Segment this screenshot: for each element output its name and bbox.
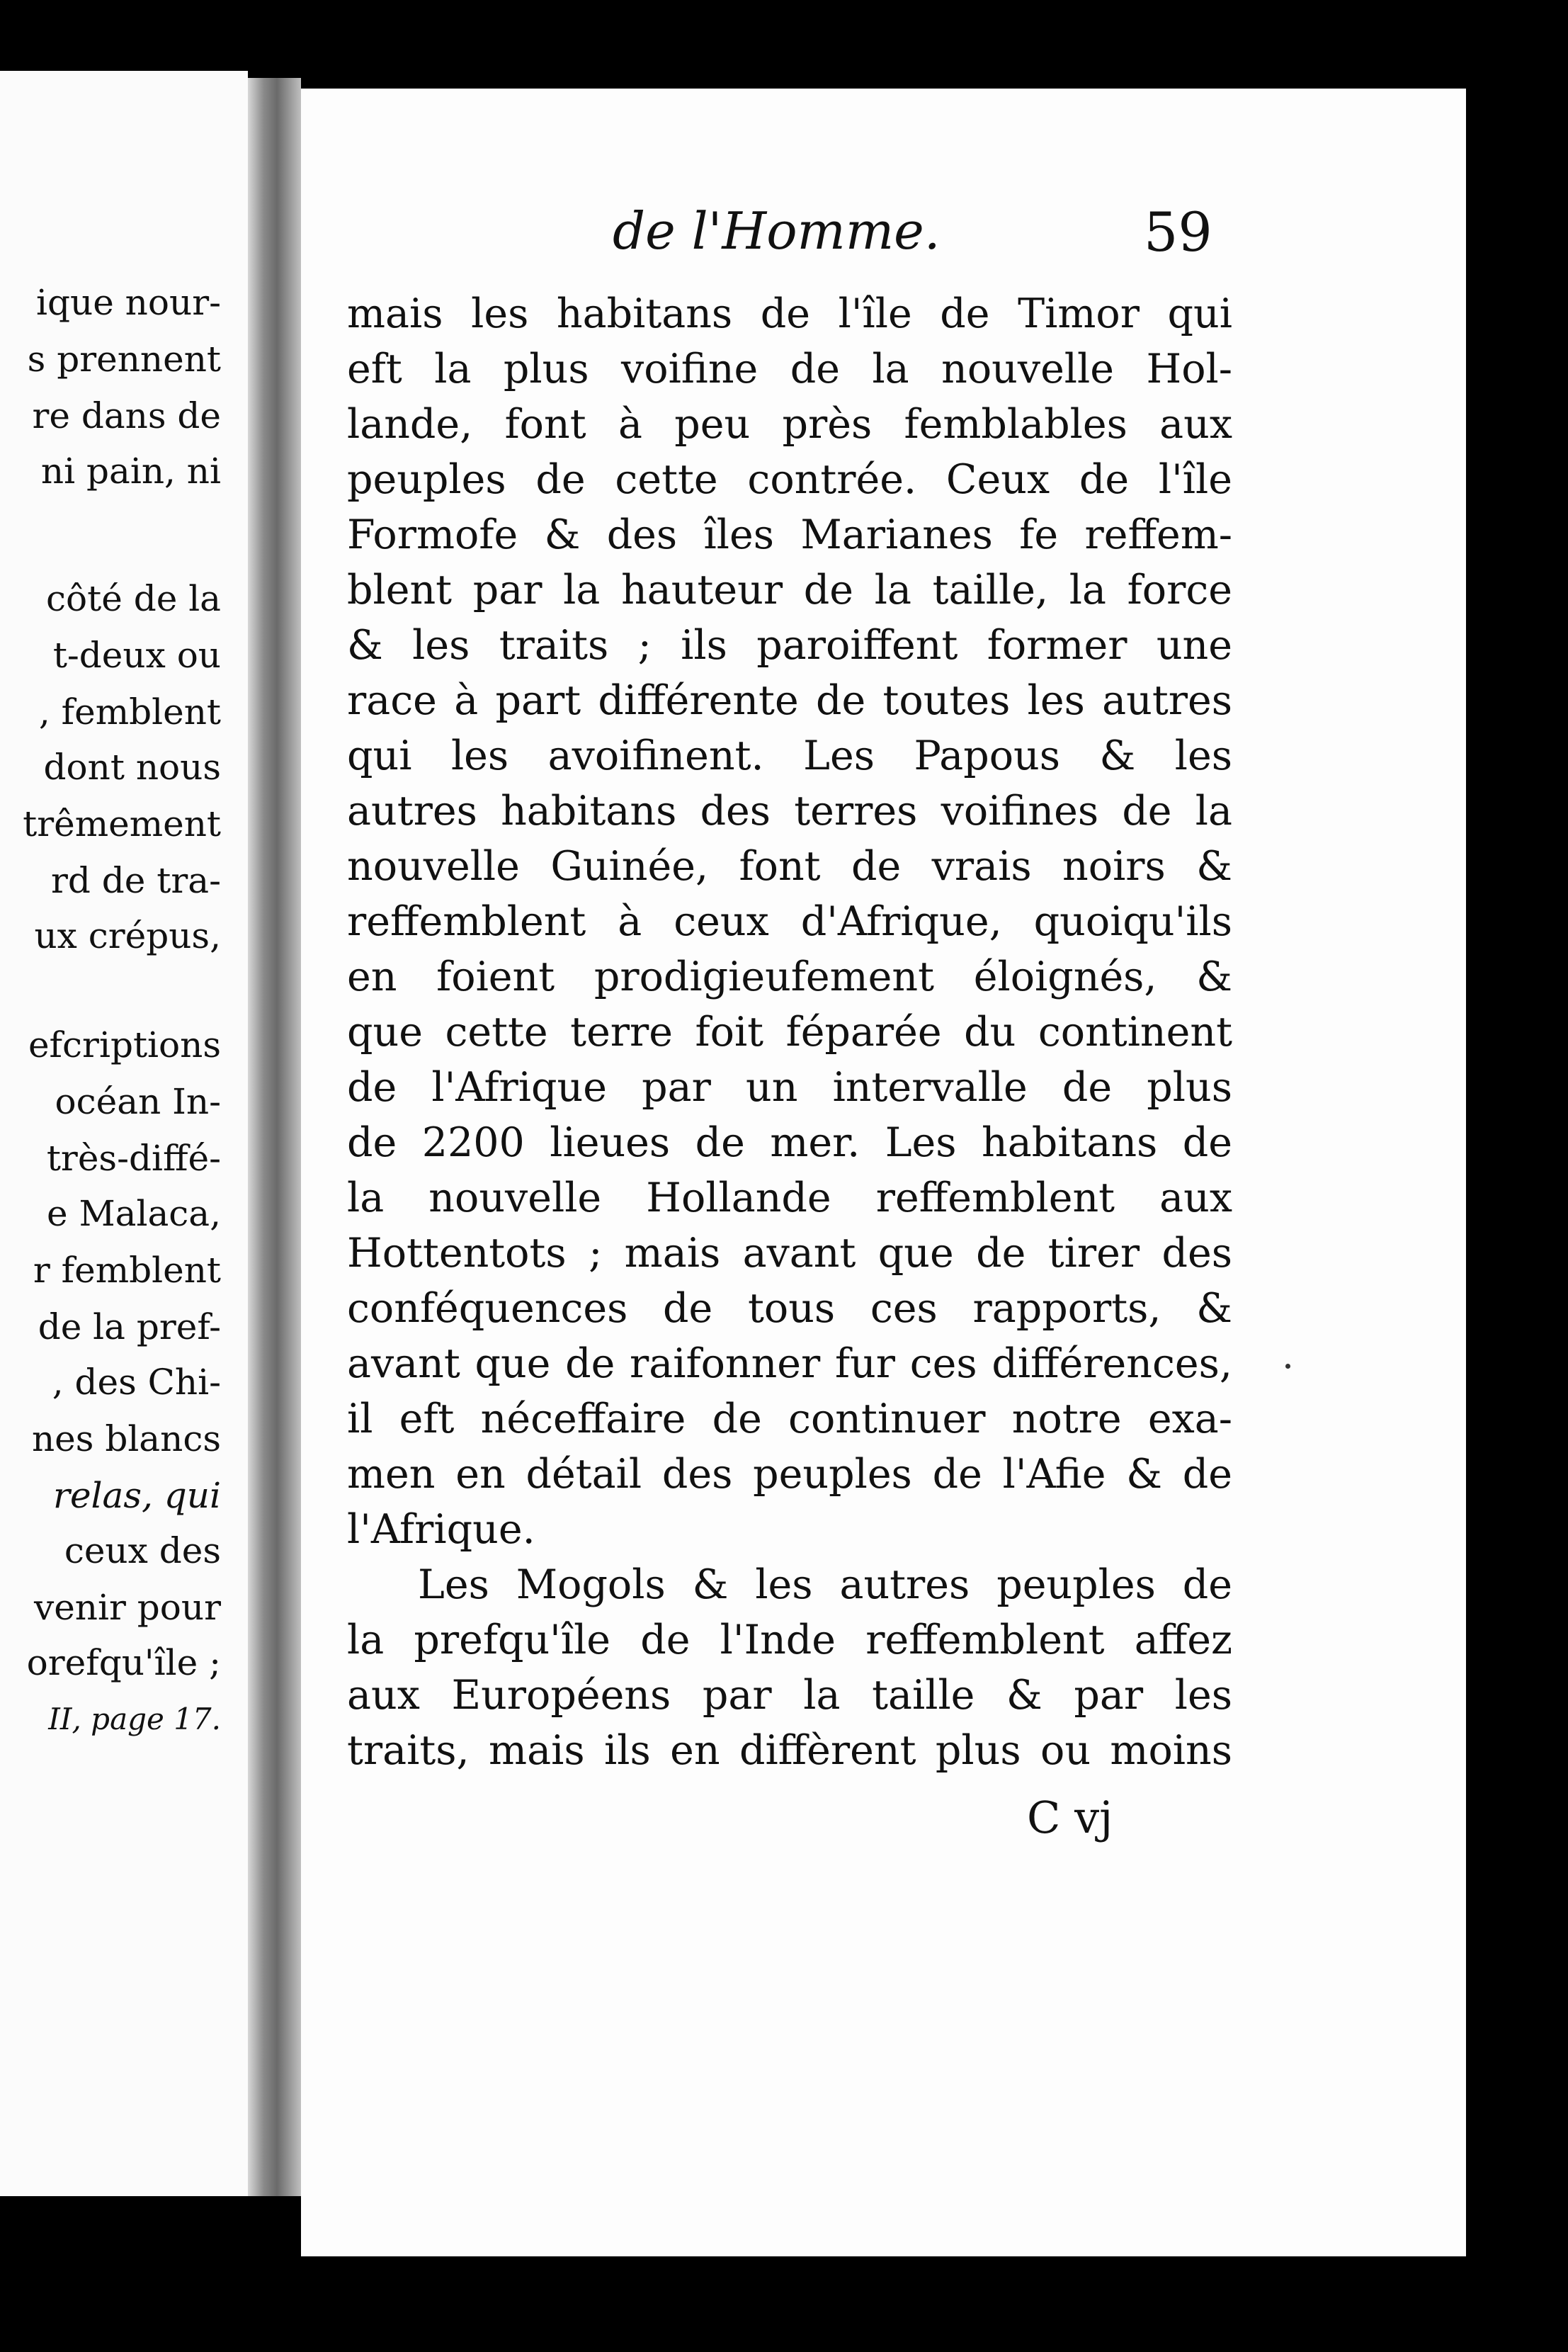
text-line: & les traits ; ils paroiffent former une [347, 622, 1232, 669]
text-line: peuples de cette contrée. Ceux de l'île [347, 456, 1232, 503]
ink-speck [1285, 1364, 1290, 1369]
text-line: aux Européens par la taille & par les [347, 1672, 1232, 1719]
left-page-line: t-deux ou [52, 635, 221, 676]
left-page-line: ux crépus, [34, 915, 221, 956]
book-page [301, 89, 1466, 2256]
text-line: de l'Afrique par un intervalle de plus [347, 1064, 1232, 1111]
text-line: lande, font à peu près femblables aux [347, 401, 1232, 448]
text-line: mais les habitans de l'île de Timor qui [347, 290, 1232, 337]
left-page-line: orefqu'île ; [26, 1642, 221, 1683]
left-page-line: très-diffé- [46, 1138, 221, 1179]
text-line: la prefqu'île de l'Inde reffemblent affez [347, 1617, 1232, 1663]
left-page-line: nes blancs [31, 1418, 221, 1459]
text-line: qui les avoifinent. Les Papous & les [347, 733, 1232, 779]
text-line: blent par la hauteur de la taille, la force [347, 567, 1232, 614]
text-line: reffemblent à ceux d'Afrique, quoiqu'ils [347, 898, 1232, 945]
left-page-line: re dans de [32, 395, 221, 436]
paragraph-first-line: Les Mogols & les autres peuples de [418, 1561, 1232, 1608]
text-line: conféquences de tous ces rapports, & [347, 1285, 1232, 1332]
left-page-line: trêmement [23, 803, 221, 844]
text-line: men en détail des peuples de l'Afie & de [347, 1451, 1232, 1498]
book-gutter-shadow [248, 78, 301, 2196]
left-page-line: rd de tra- [51, 860, 221, 901]
left-page-line: ceux des [64, 1530, 221, 1571]
left-page-line: océan In- [55, 1081, 221, 1122]
text-line: la nouvelle Hollande reffemblent aux [347, 1175, 1232, 1221]
left-page-line: s prennent [27, 339, 221, 380]
left-page-line: r femblent [33, 1250, 221, 1291]
left-page-line: , femblent [38, 691, 221, 733]
text-line: eft la plus voifine de la nouvelle Hol- [347, 346, 1232, 392]
text-line: race à part différente de toutes les autres [347, 677, 1232, 724]
left-page-footnote: II, page 17. [48, 1702, 221, 1736]
text-line: traits, mais ils en diffèrent plus ou moins [347, 1727, 1232, 1774]
left-page-line: ique nour- [36, 282, 221, 323]
left-page-line: e Malaca, [47, 1193, 221, 1234]
left-page-line: ni pain, ni [40, 451, 221, 492]
text-line: Hottentots ; mais avant que de tirer des [347, 1230, 1232, 1277]
left-page-line: côté de la [46, 578, 221, 619]
text-line: autres habitans des terres voifines de la [347, 788, 1232, 835]
running-head: de l'Homme. [613, 201, 941, 261]
previous-page-fragment [0, 71, 248, 2196]
text-line: il eft néceffaire de continuer notre exa- [347, 1396, 1232, 1442]
left-page-line: , des Chi- [52, 1362, 221, 1403]
left-page-line: relas, qui [53, 1475, 221, 1516]
text-line: nouvelle Guinée, font de vrais noirs & [347, 843, 1232, 890]
text-line: avant que de raifonner fur ces différences, [347, 1340, 1232, 1387]
text-line: en foient prodigieufement éloignés, & [347, 954, 1232, 1000]
left-page-line: dont nous [43, 747, 221, 788]
left-page-line: efcriptions [28, 1024, 221, 1065]
text-line: Formofe & des îles Marianes fe reffem- [347, 511, 1232, 558]
signature-mark: C vj [1027, 1792, 1113, 1843]
page-number: 59 [1144, 200, 1212, 264]
text-line: de 2200 lieues de mer. Les habitans de [347, 1119, 1232, 1166]
left-page-line: venir pour [33, 1587, 221, 1628]
text-line: que cette terre foit féparée du continent [347, 1009, 1232, 1056]
text-line: l'Afrique. [347, 1506, 535, 1553]
left-page-line: de la pref- [38, 1306, 221, 1347]
